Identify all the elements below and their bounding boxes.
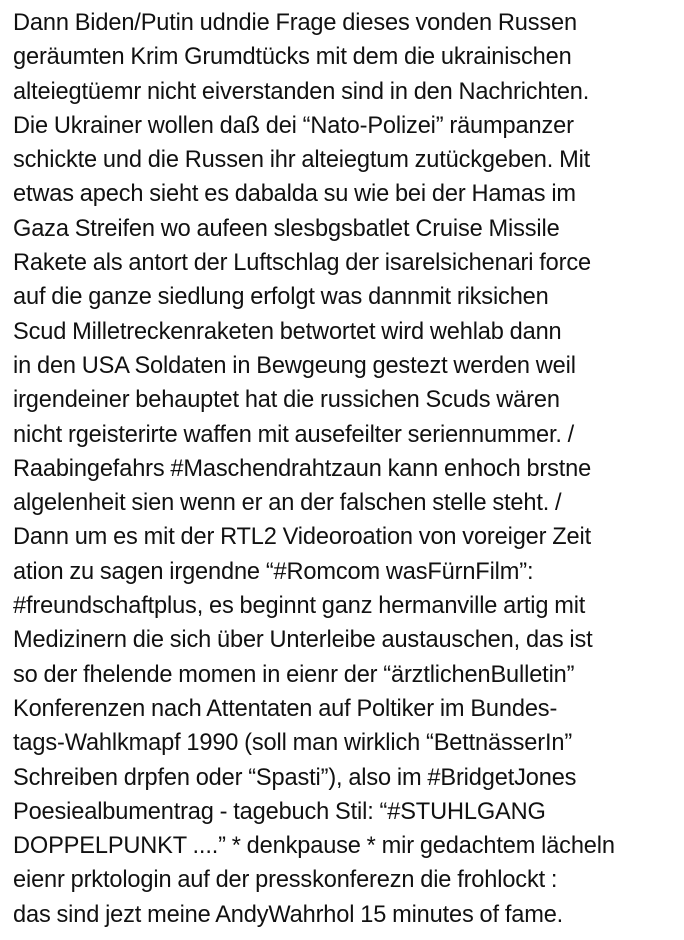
text-line: schickte und die Russen ihr alteiegtum zutückgeben. Mit <box>13 147 591 174</box>
text-line: alteiegtüemr nicht eiverstanden sind in den Nachrichten. <box>13 78 590 105</box>
text-line: Die Ukrainer wollen daß dei “Nato-Polizei” räumpanzer <box>13 112 574 139</box>
text-line: Poesiealbumentrag - tagebuch Stil: “#STUHLGANG <box>13 798 546 825</box>
text-line: Gaza Streifen wo aufeen slesbgsbatlet Cruise Missile <box>13 215 560 242</box>
text-line: auf die ganze siedlung erfolgt was dannmit riksichen <box>13 284 549 311</box>
text-line: Schreiben drpfen oder “Spasti”), also im #BridgetJones <box>13 764 577 791</box>
text-line: etwas apech sieht es dabalda su wie bei der Hamas im <box>13 181 576 208</box>
text-line: eienr prktologin auf der presskonferezn die frohlockt : <box>13 867 558 894</box>
text-line: Raabingefahrs #Maschendrahtzaun kann enhoch brstne <box>13 455 592 482</box>
text-line: algelenheit sien wenn er an der falschen stelle steht. / <box>13 490 562 517</box>
text-line: Dann Biden/Putin udndie Frage dieses vonden Russen <box>13 10 577 36</box>
text-line: Rakete als antort der Luftschlag der isarelsichenari force <box>13 250 591 277</box>
text-line: in den USA Soldaten in Bewgeung gestezt werden weil <box>13 352 576 379</box>
text-line: tags-Wahlkmapf 1990 (soll man wirklich “BettnässerIn” <box>13 730 573 757</box>
text-line: DOPPELPUNKT ....” * denkpause * mir gedachtem lächeln <box>13 833 615 860</box>
body-text <box>13 6 684 932</box>
text-line: irgendeiner behauptet hat die russichen Scuds wären <box>13 387 560 414</box>
text-line: Konferenzen nach Attentaten auf Poltiker im Bundes- <box>13 695 558 722</box>
text-line: nicht rgeisterirte waffen mit ausefeilter seriennummer. / <box>13 421 575 448</box>
text-line: so der fhelende momen in eienr der “ärztlichenBulletin” <box>13 661 575 688</box>
text-line: #freundschaftplus, es beginnt ganz hermanville artig mit <box>13 593 586 620</box>
text-line: das sind jezt meine AndyWahrhol 15 minutes of fame. <box>13 901 564 928</box>
text-line: Scud Milletreckenraketen betwortet wird wehlab dann <box>13 318 562 345</box>
text-line: ation zu sagen irgendne “#Romcom wasFürnFilm”: <box>13 558 534 585</box>
text-line: Medizinern die sich über Unterleibe austauschen, das ist <box>13 627 593 654</box>
text-line: geräumten Krim Grumdtücks mit dem die ukrainischen <box>13 44 572 71</box>
text-line: Dann um es mit der RTL2 Videoroation von voreiger Zeit <box>13 524 591 551</box>
